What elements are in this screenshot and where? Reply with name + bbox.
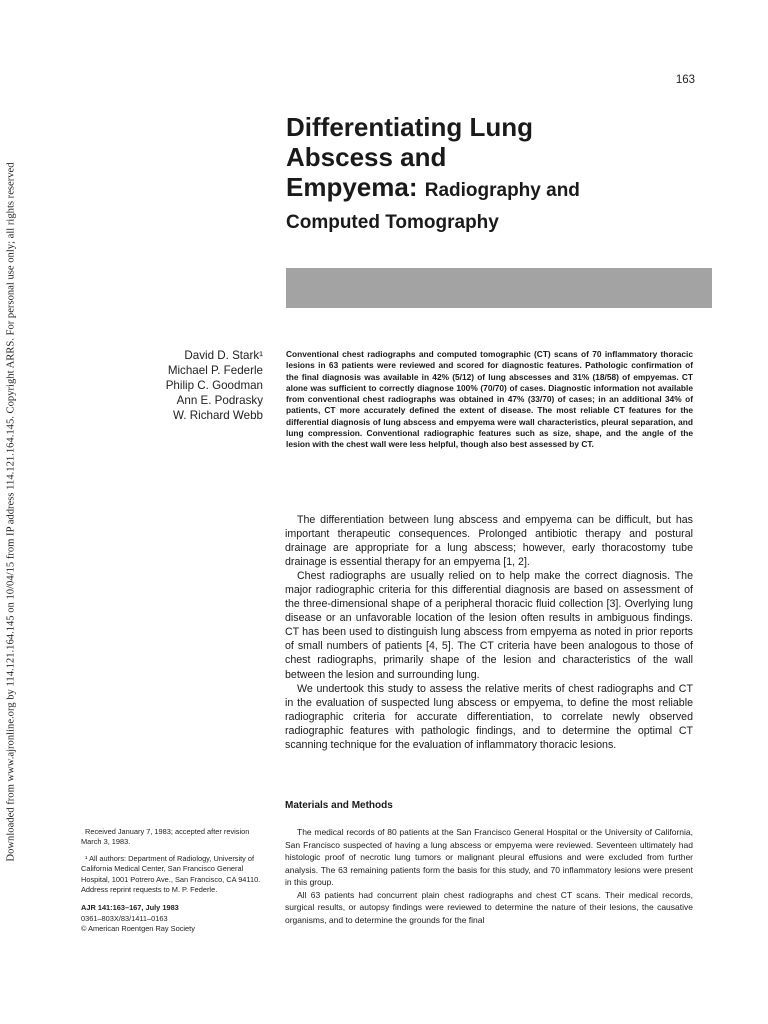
body-paragraph: We undertook this study to assess the relative merits of chest radiographs and CT in the evaluation of suspected lung abscess or empyema, to define the most reliable radiographic criteria for accurate differentiation, to correlate newly observed radiographic features with pathologic findings, and to determine the optimal CT scanning technique for the evaluation of inflammatory thoracic lesions. bbox=[285, 682, 693, 751]
title-line-2: Abscess and bbox=[286, 142, 447, 172]
title-line-1: Differentiating Lung bbox=[286, 112, 533, 142]
introduction bbox=[285, 513, 693, 752]
received-note: Received January 7, 1983; accepted after revision March 3, 1983. bbox=[81, 827, 250, 847]
title-line-4: Computed Tomography bbox=[286, 212, 499, 233]
body-paragraph: The differentiation between lung abscess and empyema can be difficult, but has important therapeutic consequences. Prolonged antibiotic therapy and postural drainage are appropriate for a lung abscess; however, early thoracostomy tube drainage is essential therapy for an empyema [1, 2]. bbox=[285, 514, 693, 569]
page-number: 163 bbox=[675, 74, 695, 86]
title-main-end: Empyema: bbox=[286, 172, 418, 202]
body-paragraph: Chest radiographs are usually relied on to help make the correct diagnosis. The major radiographic criteria for this differential diagnosis are based on assessment of the three-dimensional shape of a peripheral thoracic fluid collection [3]. Overlying lung disease or an unfavorable location of the lesion often results in ambiguous findings. CT has been used to distinguish lung abscess from empyema as noted in prior reports of small numbers of patients [4, 5]. The CT criteria have been analogous to those of chest radiographs, primarily shape of the lesion and characteristics of the wall between the lesion and surrounding lung. bbox=[285, 570, 693, 681]
methods-paragraph: The medical records of 80 patients at the San Francisco General Hospital or the University of California, San Francisco suspected of having a lung abscess or empyema were reviewed. Seventeen ultimately had histologic proof of necrotic lung tumors or malignant pleural effusions and were excluded from further analysis. The 63 remaining patients form the basis for this study, and 70 inflammatory lesions were present in this group. bbox=[285, 827, 693, 888]
abstract: Conventional chest radiographs and computed tomographic (CT) scans of 70 inflammatory thoracic lesions in 63 patients were reviewed and scored for diagnostic features. Pathologic confirmation of the final diagnosis was available in 42% (5/12) of lung abscesses and 31% (18/58) of empyemas. CT alone was sufficient to correctly diagnose 100% (70/70) of cases. Diagnostic information not available from conventional chest radiographs was obtained in 47% (33/70) of cases; in an additional 34% of patients, CT more accurately defined the extent of disease. The most reliable CT features for the differential diagnosis of lung abscess and empyema were wall characteristics, pleural separation, and lung compression. Conventional radiographic features such as size, shape, and the angle of the lesion with the chest wall were less helpful, though also best assessed by CT. bbox=[286, 349, 693, 450]
author-name: Ann E. Podrasky bbox=[176, 394, 263, 407]
footnotes bbox=[81, 827, 263, 935]
author-list bbox=[63, 348, 263, 423]
author-name: Philip C. Goodman bbox=[165, 379, 263, 392]
author-name: Michael P. Federle bbox=[167, 364, 263, 377]
journal-citation: AJR 141:163–167, July 1983 bbox=[81, 903, 179, 913]
section-heading-methods: Materials and Methods bbox=[285, 800, 393, 811]
download-notice: Downloaded from www.ajronline.org by 114.121.164.145 on 10/04/15 from IP address 114.121.164.145. Copyright ARRS. For personal use only; all rights reserved bbox=[5, 162, 17, 862]
author-name: David D. Stark¹ bbox=[184, 349, 263, 362]
methods-section bbox=[285, 826, 693, 926]
title-banner-bar bbox=[286, 268, 712, 308]
copyright-line: © American Roentgen Ray Society bbox=[81, 924, 195, 934]
methods-paragraph: All 63 patients had concurrent plain chest radiographs and chest CT scans. Their medical records, surgical results, or autopsy findings were reviewed to determine the nature of their lesions, the causative organisms, and to determine the grounds for the final bbox=[285, 889, 693, 925]
affiliation-note: ¹ All authors: Department of Radiology, University of California Medical Center, San Francisco General Hospital, 1001 Potrero Ave., San Francisco, CA 94110. Address reprint requests to M. P. Federle. bbox=[81, 853, 261, 895]
title-line-3 bbox=[286, 172, 726, 206]
author-name: W. Richard Webb bbox=[173, 409, 263, 422]
download-sidebar bbox=[0, 0, 22, 1024]
article-title bbox=[286, 112, 726, 236]
citation-block bbox=[81, 903, 263, 934]
issn-code: 0361–803X/83/1411–0163 bbox=[81, 913, 168, 923]
title-subtitle-start: Radiography and bbox=[424, 180, 580, 201]
